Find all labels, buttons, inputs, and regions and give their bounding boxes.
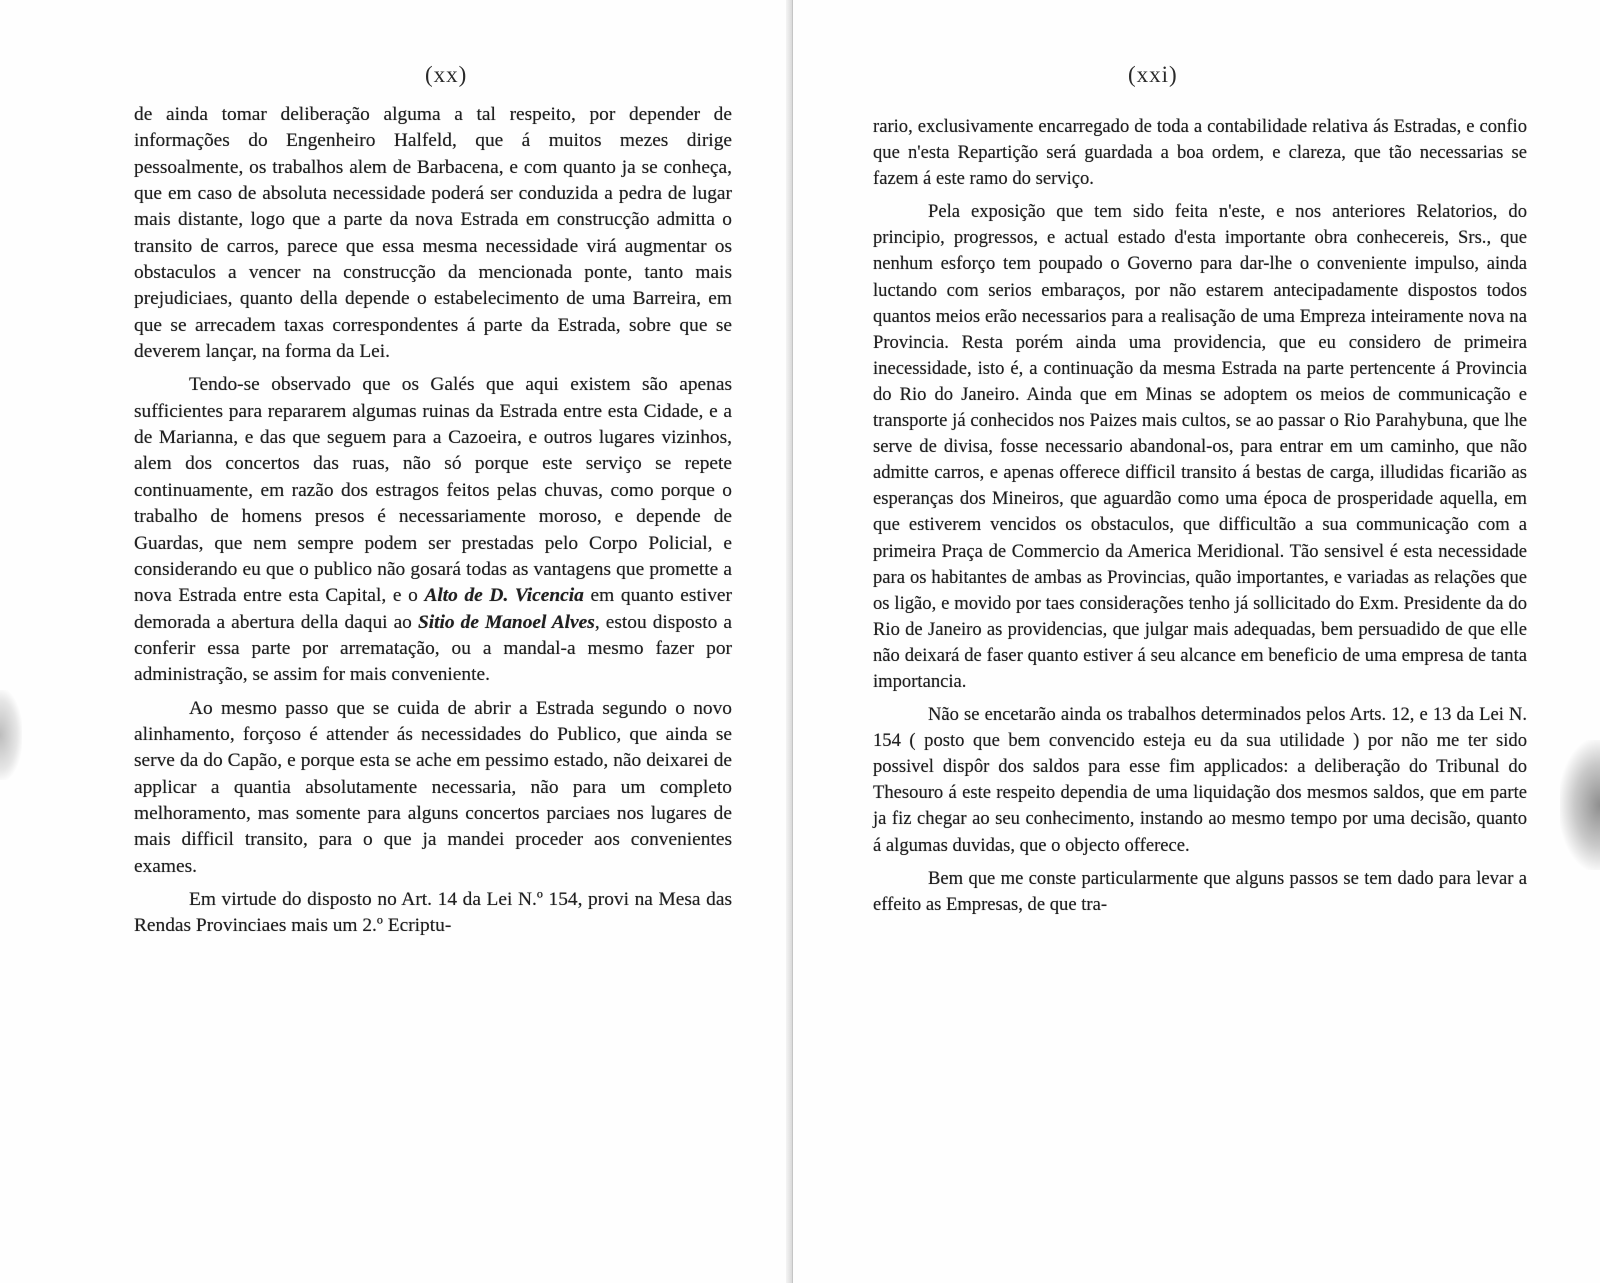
right-paragraph-3: Não se encetarão ainda os trabalhos determinados pelos Arts. 12, e 13 da Lei N. 154 ( posto que bem convencido esteja eu da sua utilidade ) por não me ter sido possivel dispôr dos saldos para esse fim applicados: a deliberação do Tribunal do Thesouro á este respeito dependia de uma liquidação dos mesmos saldos, que em parte ja fiz chegar ao seu conhecimento, instando ao mesmo tempo por uma decisão, quanto á algumas duvidas, que o objecto offerece. (873, 704, 1527, 856)
page-edge-stain (1560, 740, 1600, 870)
left-page-text (134, 102, 732, 940)
right-paragraph-4: Bem que me conste particularmente que alguns passos se tem dado para levar a effeito as Empresas, de que tra- (873, 867, 1527, 915)
place-name-sitio-de-manoel-alves: Sitio de Manoel Alves (417, 611, 595, 633)
left-page-number: (xx) (425, 62, 468, 87)
left-paragraph-1: de ainda tomar deliberação alguma a tal respeito, por depender de informações do Engenheiro Halfeld, que á muitos mezes dirige pessoalmente, os trabalhos alem de Barbacena, e com quanto ja se conheça, que em caso de absoluta necessidade poderá ser conduzida a pedra de lugar mais distante, logo que a parte da nova Estrada em construcção admitta o transito de carros, parece que essa mesma necessidade virá augmentar os obstaculos a vencer na construcção da mencionada ponte, tanto mais prejudiciaes, quanto della depende o estabelecimento de uma Barreira, em que se arrecadem taxas correspondentes á parte da Estrada, sobre que se deverem lançar, na forma da Lei. (134, 104, 732, 363)
left-paragraph-2-mid: em quanto estiver demorada a abertura della daqui ao (134, 585, 732, 633)
right-paragraph-1: rario, exclusivamente encarregado de toda a contabilidade relativa ás Estradas, e confio que n'esta Repartição será guardada a boa ordem, e clareza, que tão necessarias se fazem á este ramo do serviço. (873, 116, 1527, 190)
left-paragraph-3: Ao mesmo passo que se cuida de abrir a Estrada segundo o novo alinhamento, forçoso é attender ás necessidades do Publico, que ainda se serve da do Capão, e porque esta se ache em pessimo estado, não deixarei de applicar a quantia absolutamente necessaria, não para um completo melhoramento, mas somente para alguns concertos parciaes nos lugares de mais difficil transito, para o que ja mandei proceder aos convenientes exames. (134, 697, 732, 877)
place-name-alto-de-d-vicencia: Alto de D. Vicencia (424, 585, 584, 607)
left-paragraph-2-end: , estou disposto a conferir essa parte por arrematação, ou a mandal-a mesmo fazer por administração, se assim for mais conveniente. (134, 611, 733, 686)
page-edge-stain (0, 690, 22, 780)
right-page (793, 0, 1600, 1283)
left-paragraph-2-start: Tendo-se observado que os Galés que aqui existem são apenas sufficientes para repararem algumas ruinas da Estrada entre esta Cidade, e a de Marianna, e das que seguem para a Cazoeira, e outros lugares vizinhos, alem dos concertos das ruas, não só porque este serviço se repete continuamente, em razão dos estragos feitos pelas chuvas, como porque o trabalho de homens presos é necessariamente moroso, e depende de Guardas, que nem sempre podem ser prestadas pelo Corpo Policial, e considerando eu que o publico não gosará todas as vantagens que promette a nova Estrada entre esta Capital, e o (134, 374, 732, 607)
left-paragraph-4: Em virtude do disposto no Art. 14 da Lei N.º 154, provi na Mesa das Rendas Provinciaes mais um 2.º Ecriptu- (134, 888, 732, 937)
left-page (0, 0, 793, 1283)
left-paragraph-2 (134, 372, 732, 688)
right-page-number: (xxi) (1128, 62, 1178, 87)
right-page-text (873, 114, 1527, 918)
right-paragraph-2: Pela exposição que tem sido feita n'este, e nos anteriores Relatorios, do principio, progressos, e actual estado d'esta importante obra conhecereis, Srs., que nenhum esforço tem poupado o Governo para dar-lhe o conveniente impulso, ainda luctando com serios embaraços, por não estarem antecipadamente dispostos todos quantos meios erão necessarios para a realisação de uma Empreza inteiramente nova na Provincia. Resta porém ainda uma providencia, que eu considero de primeira inecessidade, isto é, a continuação da mesma Estrada na parte pertencente á Provincia do Rio do Janeiro. Ainda que em Minas se adoptem os meios de communicação e transporte já conhecidos nos Paizes mais cultos, se ao passar o Rio Parahybuna, que lhe serve de divisa, fosse necessario abandonal-os, para entrar em um caminho, que não admitte carros, e apenas offerece difficil transito á bestas de carga, illudidas ficarião as esperanças dos Mineiros, que aguardão como uma época de prosperidade aquella, em que estiverem vencidos os obstaculos, que difficultão a sua communicação com a primeira Praça de Commercio da America Meridional. Tão sensivel é esta necessidade para os habitantes de ambas as Provincias, quão importantes, e variadas as relações que os ligão, e movido por taes considerações tenho já sollicitado do Exm. Presidente da do Rio de Janeiro as providencias, que julgar mais adequadas, bem persuadido de que elle não deixará de faser quanto estiver á seu alcance em beneficio de uma empresa de tanta importancia. (873, 201, 1527, 692)
